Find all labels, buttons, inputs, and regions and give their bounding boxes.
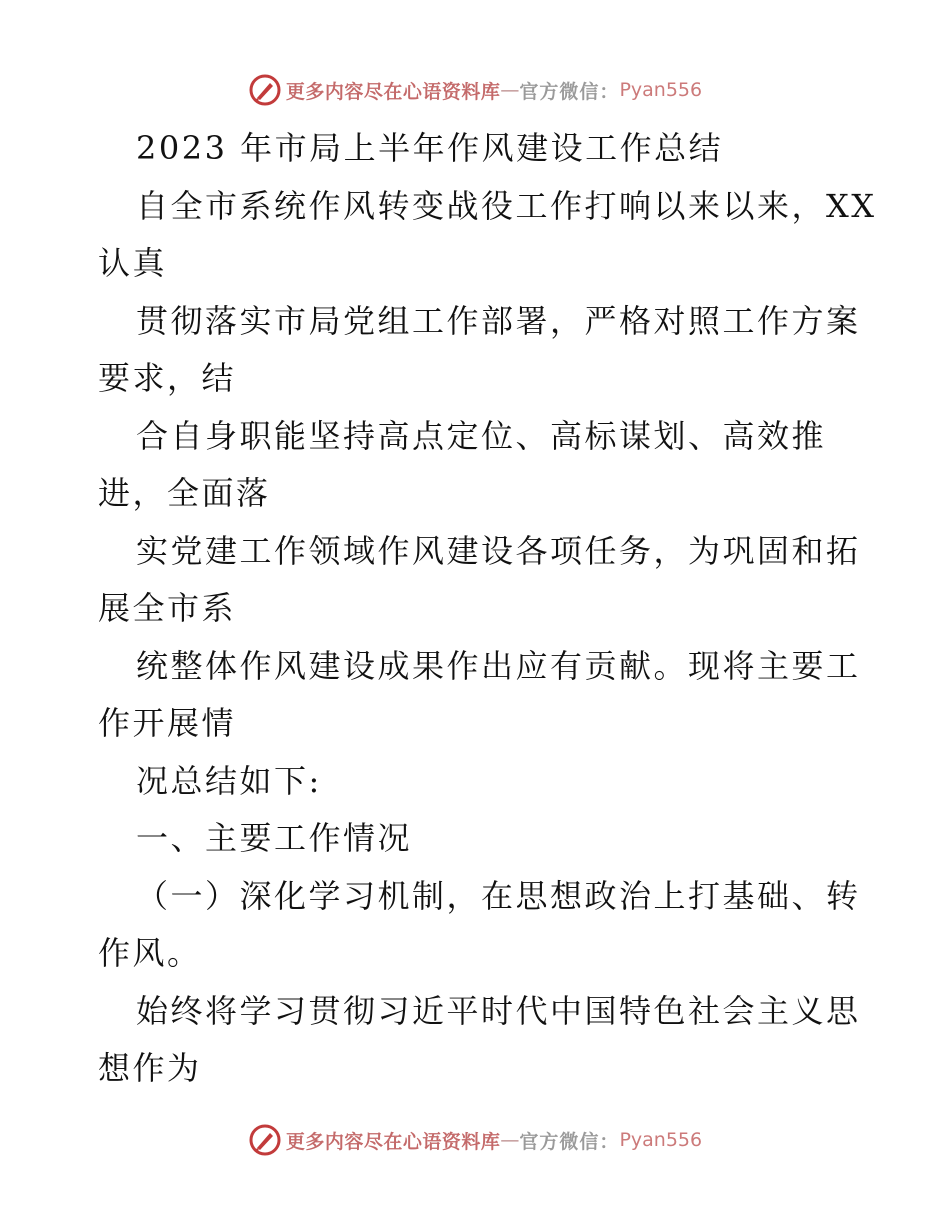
quill-pen-circle-icon xyxy=(248,73,282,107)
watermark-site-text: 更多内容尽在心语资料库 xyxy=(285,80,501,103)
watermark-site-text: 更多内容尽在心语资料库 xyxy=(285,1130,501,1153)
paragraph-line: 况总结如下: xyxy=(136,761,322,800)
paragraph-line: 要求，结 xyxy=(98,359,237,397)
paragraph-line: 作开展情 xyxy=(98,704,237,742)
paragraph-line: 实党建工作领域作风建设各项任务，为巩固和拓 xyxy=(136,531,861,570)
paragraph-line: 想作为 xyxy=(98,1049,202,1087)
paragraph-line: 始终将学习贯彻习近平时代中国特色社会主义思 xyxy=(136,991,861,1030)
header-watermark xyxy=(0,70,950,110)
paragraph-line: 自全市系统作风转变战役工作打响以来以来，XX xyxy=(136,186,877,225)
quill-pen-circle-icon xyxy=(248,1123,282,1157)
paragraph-line: 统整体作风建设成果作出应有贡献。现将主要工 xyxy=(136,646,861,685)
watermark-wechat-id: Pyan556 xyxy=(619,1129,703,1151)
watermark-wechat-id: Pyan556 xyxy=(619,79,703,101)
section-heading: 一、主要工作情况 xyxy=(136,819,413,857)
watermark-wechat-label: 官方微信： xyxy=(519,80,620,103)
document-title: 2023 年市局上半年作风建设工作总结 xyxy=(136,129,724,167)
watermark-separator: — xyxy=(500,1129,520,1151)
subsection-heading: （一）深化学习机制，在思想政治上打基础、转 xyxy=(136,876,861,915)
paragraph-line: 合自身职能坚持高点定位、高标谋划、高效推 xyxy=(136,416,827,455)
watermark-separator: — xyxy=(500,79,520,101)
paragraph-line: 展全市系 xyxy=(98,589,237,627)
paragraph-line: 认真 xyxy=(98,244,168,282)
document-body xyxy=(98,120,877,1098)
paragraph-line: 作风。 xyxy=(98,934,202,972)
paragraph-line: 进，全面落 xyxy=(98,474,271,512)
paragraph-line: 贯彻落实市局党组工作部署，严格对照工作方案 xyxy=(136,301,861,340)
watermark-wechat-label: 官方微信： xyxy=(519,1130,620,1153)
footer-watermark xyxy=(0,1120,950,1160)
